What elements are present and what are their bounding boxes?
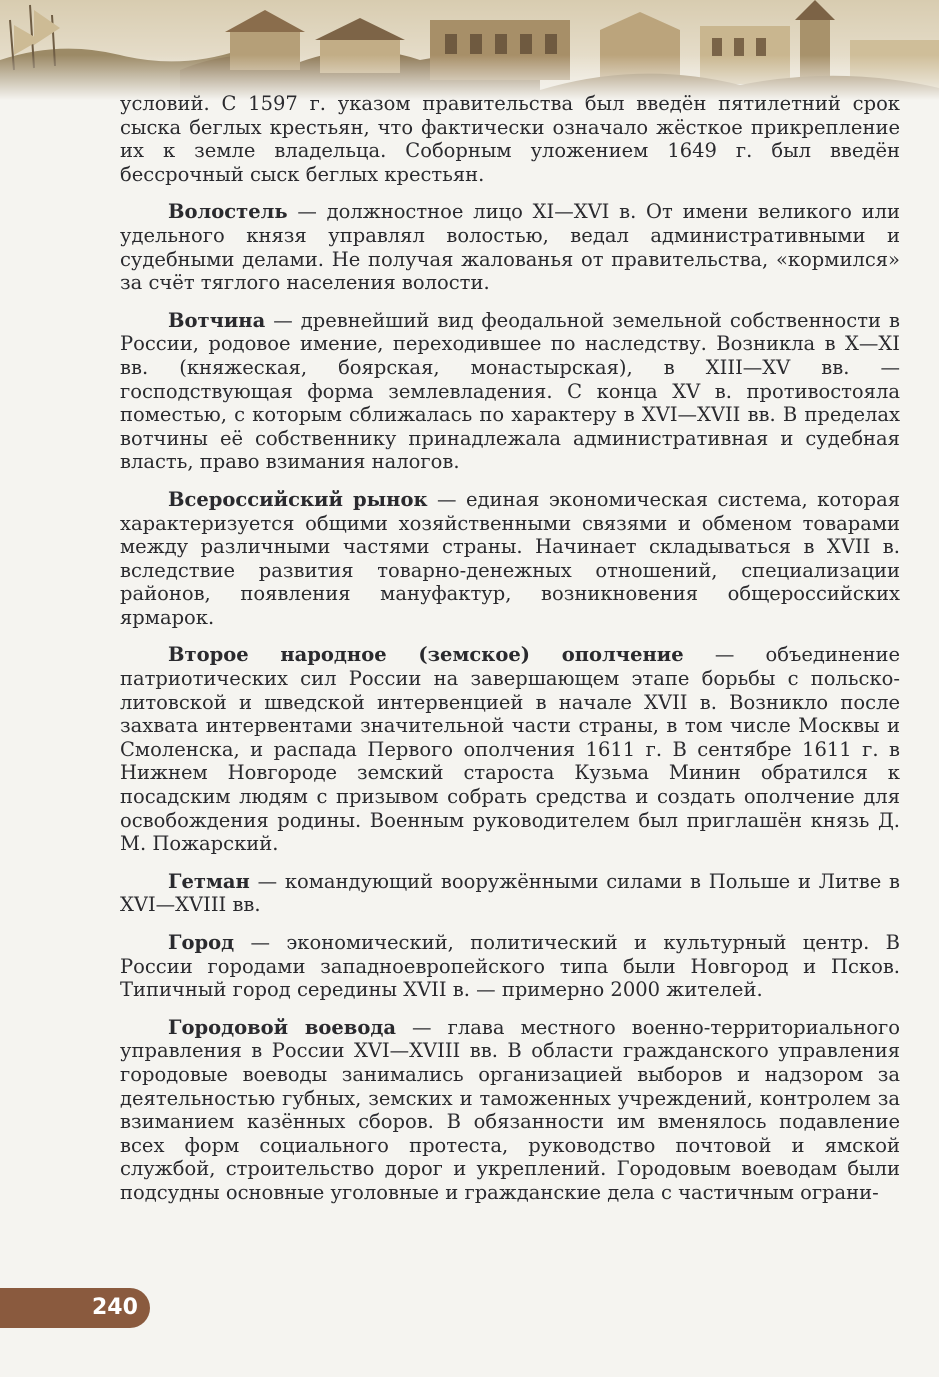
glossary-entry-vtoroe-opolchenie: [120, 643, 900, 855]
glossary-definition: — глава местного военно-территориального управления в России XVI—XVIII вв. В области гражданского управления городовые воеводы занимались организацией выборов и надзором за деятельностью губных, земских и таможенных учреждений, контролем за взиманием казённых сборов. В обязанности им вменялось подавление всех форм социального протеста, руководство почтовой и ямской службой, строительство дорог и укреплений. Городовым воеводам были подсудны основные уголовные и гражданские дела с частичным ограни-: [120, 1015, 900, 1204]
glossary-term: Волостель: [168, 200, 288, 224]
glossary-definition: — должностное лицо XI—XVI в. От имени великого или удельного князя управлял волостью, ведал административными и судебными делами. Не получая жалованья от правительства, «кормился» за счёт тяглого населения волости.: [120, 200, 900, 295]
glossary-entry-votchina: [120, 309, 900, 474]
continuation-paragraph: условий. С 1597 г. указом правительства был введён пятилетний срок сыска беглых крестьян, что фактически означало жёсткое прикрепление их к земле владельца. Соборным уложением 1649 г. был введён бессрочный сыск беглых крестьян.: [120, 92, 900, 186]
glossary-term: Второе народное (земское) ополчение: [168, 643, 684, 667]
glossary-term: Всероссийский рынок: [168, 487, 428, 511]
glossary-term: Гетман: [168, 869, 250, 893]
glossary-definition: — экономический, политический и культурный центр. В России городами западноевропейского типа были Новгород и Псков. Типичный город середины XVII в. — примерно 2000 жителей.: [120, 931, 900, 1002]
glossary-entry-vserossiyskiy-rynok: [120, 488, 900, 630]
glossary-term: Вотчина: [168, 308, 266, 332]
glossary-definition: — командующий вооружёнными силами в Польше и Литве в XVI—XVIII вв.: [120, 869, 900, 917]
glossary-term: Город: [168, 931, 235, 954]
glossary-entry-volostel: [120, 200, 900, 294]
glossary-definition: — единая экономическая система, которая характеризуется общими хозяйственными связями и обменом товарами между различными частями страны. Начинает складываться в XVII в. вследствие развития товарно-денежных отношений, специализации районов, появления мануфактур, возникновения общероссийских ярмарок.: [120, 487, 900, 629]
glossary-entry-gorodovoy-voevoda: [120, 1016, 900, 1205]
glossary-definition: — древнейший вид феодальной земельной собственности в России, родовое имение, переходившее по наследству. Возникла в X—XI вв. (княжеская, боярская, монастырская), в XIII—XV вв. — господствующая форма землевладения. С конца XV в. противостояла поместью, с которым сближалась по характеру в XVI—XVII вв. В пределах вотчины её собственнику принадлежала административная и судебная власть, право взимания налогов.: [120, 308, 900, 474]
glossary-entry-gorod: [120, 931, 900, 1002]
glossary-entry-getman: [120, 870, 900, 917]
page-number: 240: [92, 1295, 138, 1320]
text-column: [120, 92, 900, 1219]
header-illustration: [0, 0, 939, 100]
glossary-definition: — объединение патриотических сил России на завершающем этапе борьбы с польско-литовской и шведской интервенцией в начале XVII в. Возникло после захвата интервентами значительной части страны, в том числе Москвы и Смоленска, и распада Первого ополчения 1611 г. В сентябре 1611 г. в Нижнем Новгороде земский староста Кузьма Минин обратился к посадским людям с призывом собрать средства и создать ополчение для освобождения родины. Военным руководителем был приглашён князь Д. М. Пожарский.: [120, 643, 901, 856]
glossary-term: Городовой воевода: [168, 1015, 396, 1039]
